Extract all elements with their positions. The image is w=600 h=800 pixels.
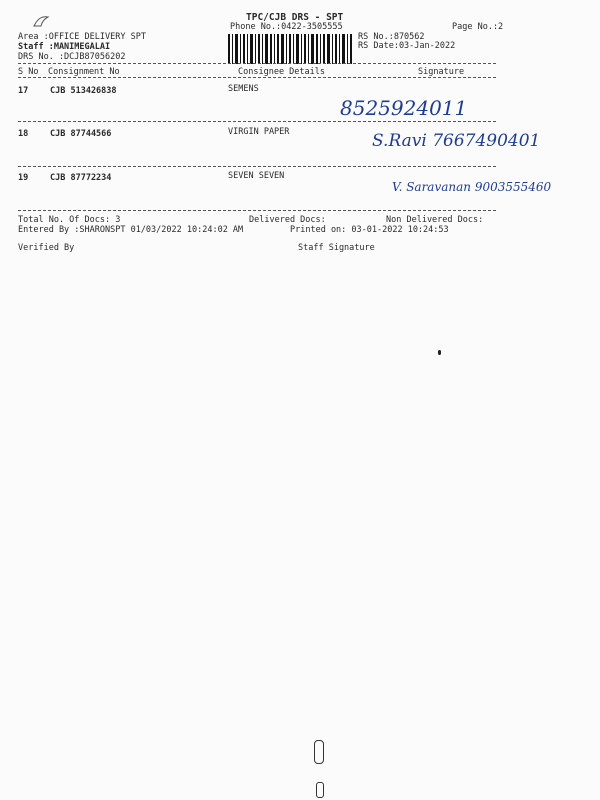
row-sno: 18 (18, 129, 29, 139)
row-signature: S.Ravi 7667490401 (372, 131, 541, 151)
col-sno: S No (18, 67, 39, 77)
bird-logo-icon (32, 14, 50, 30)
ink-dot (438, 350, 441, 355)
rs-number: RS No.:870562 (358, 32, 425, 42)
row-sno: 17 (18, 86, 29, 96)
row-signature: V. Saravanan 9003555460 (392, 180, 552, 194)
delivered-docs: Delivered Docs: (249, 215, 326, 225)
printed-on: Printed on: 03-01-2022 10:24:53 (290, 225, 449, 235)
row-sno: 19 (18, 173, 29, 183)
col-signature: Signature (418, 67, 465, 77)
divider (18, 166, 496, 167)
divider (18, 77, 496, 78)
row-consignment: CJB 513426838 (50, 86, 117, 96)
staff-label: Staff :MANIMEGALAI (18, 42, 111, 52)
col-consignment: Consignment No (48, 67, 120, 77)
divider (18, 121, 496, 122)
row-consignment: CJB 87772234 (50, 173, 112, 183)
drs-number: DRS No. :DCJB87056202 (18, 52, 126, 62)
phone-number: Phone No.:0422-3505555 (230, 22, 343, 32)
entered-by: Entered By :SHARONSPT 01/03/2022 10:24:02 AM (18, 225, 244, 235)
staff-signature: Staff Signature (298, 243, 375, 253)
total-docs: Total No. Of Docs: 3 (18, 215, 121, 225)
divider (18, 210, 496, 211)
row-consignment: CJB 87744566 (50, 129, 112, 139)
rs-date: RS Date:03-Jan-2022 (358, 41, 456, 51)
row-signature: 8525924011 (340, 96, 468, 120)
row-consignee: SEVEN SEVEN (228, 171, 285, 181)
ink-smudge (316, 782, 324, 798)
page-number: Page No.:2 (452, 22, 504, 32)
verified-by: Verified By (18, 243, 75, 253)
non-delivered-docs: Non Delivered Docs: (386, 215, 484, 225)
col-consignee: Consignee Details (238, 67, 325, 77)
document-title: TPC/CJB DRS - SPT (246, 12, 344, 23)
barcode (228, 34, 352, 64)
row-consignee: SEMENS (228, 84, 259, 94)
divider (18, 63, 496, 64)
ink-smudge (314, 740, 324, 764)
row-consignee: VIRGIN PAPER (228, 127, 290, 137)
area-label: Area :OFFICE DELIVERY SPT (18, 32, 146, 42)
